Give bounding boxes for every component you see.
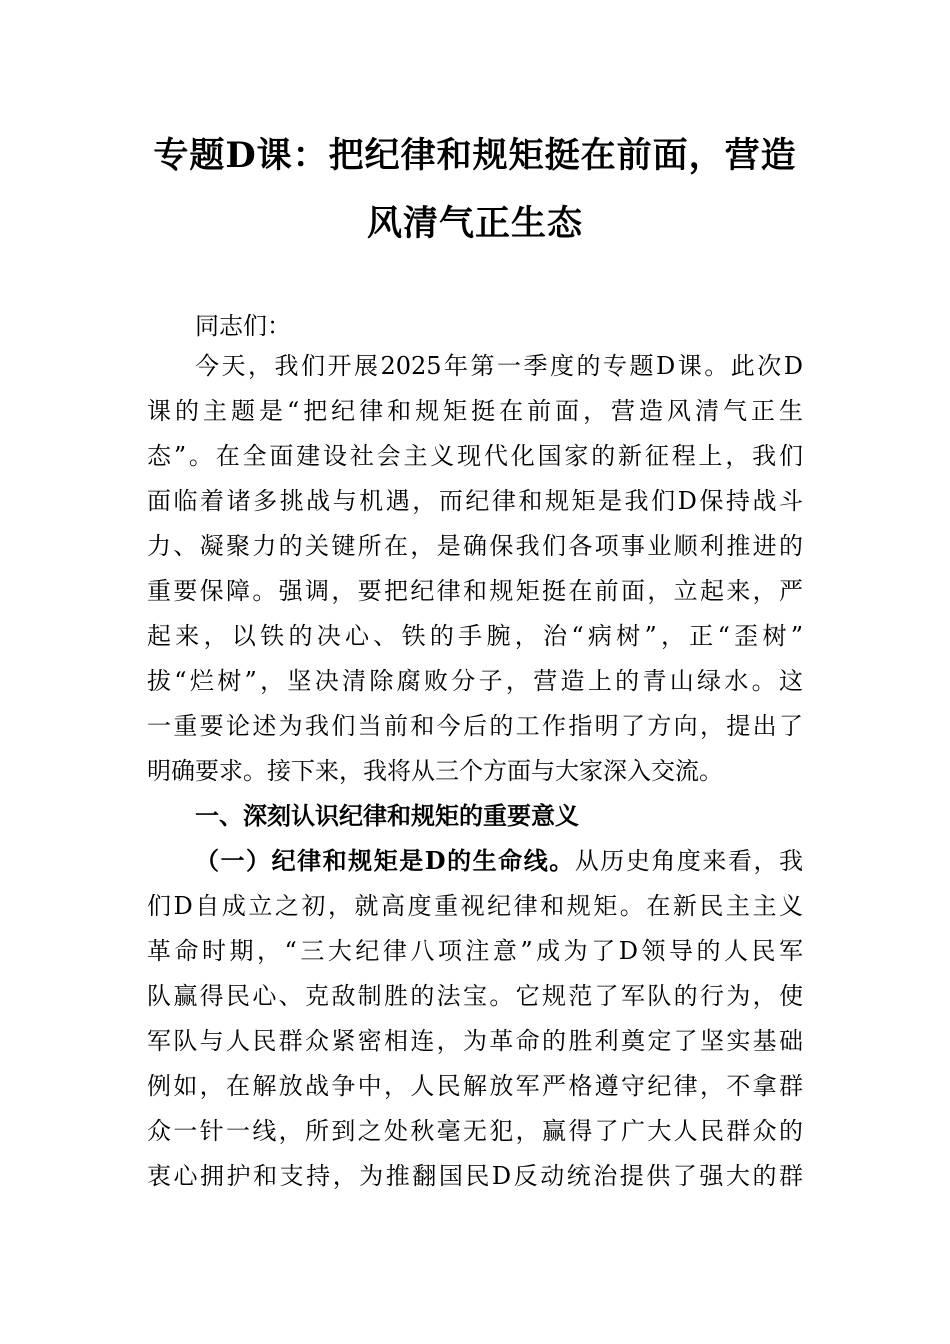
body-line: 衷心拥护和支持，为推翻国民D反动统治提供了强大的群 — [147, 1162, 803, 1190]
body-line: 队赢得民心、克敌制胜的法宝。它规范了军队的行为，使 — [147, 982, 803, 1010]
body-line: 今天，我们开展2025年第一季度的专题D课。此次D — [195, 352, 803, 380]
body-line: 革命时期，“三大纪律八项注意”成为了D领导的人民军 — [147, 937, 803, 965]
section-heading: 一、深刻认识纪律和规矩的重要意义 — [195, 802, 579, 830]
body-line: 军队与人民群众紧密相连，为革命的胜利奠定了坚实基础 — [147, 1027, 803, 1055]
body-line: 一重要论述为我们当前和今后的工作指明了方向，提出了 — [147, 712, 803, 740]
body-line: 起来，以铁的决心、铁的手腕，治“病树”，正“歪树” — [147, 622, 803, 650]
body-line: 们D自成立之初，就高度重视纪律和规矩。在新民主主义 — [147, 892, 803, 920]
body-line: 课的主题是“把纪律和规矩挺在前面，营造风清气正生 — [147, 397, 803, 425]
body-line: 众一针一线，所到之处秋毫无犯，赢得了广大人民群众的 — [147, 1117, 803, 1145]
body-line: 例如，在解放战争中，人民解放军严格遵守纪律，不拿群 — [147, 1072, 803, 1100]
body-line: 拔“烂树”，坚决清除腐败分子，营造上的青山绿水。这 — [147, 667, 803, 695]
body-line: 力、凝聚力的关键所在，是确保我们各项事业顺利推进的 — [147, 532, 803, 560]
subsection-heading: （一）纪律和规矩是D的生命线。 — [195, 846, 575, 875]
body-line: 明确要求。接下来，我将从三个方面与大家深入交流。 — [147, 757, 723, 785]
body-line: 面临着诸多挑战与机遇，而纪律和规矩是我们D保持战斗 — [147, 487, 803, 515]
document-title-line-1: 专题D课：把纪律和规矩挺在前面，营造 — [153, 135, 797, 176]
subsection-line — [195, 842, 803, 880]
body-line: 态”。在全面建设社会主义现代化国家的新征程上，我们 — [147, 442, 803, 470]
salutation: 同志们： — [195, 312, 291, 340]
body-text: 从历史角度来看，我 — [574, 847, 804, 875]
document-title-line-2: 风清气正生态 — [366, 203, 583, 244]
body-line: 重要保障。强调，要把纪律和规矩挺在前面，立起来，严 — [147, 577, 803, 605]
